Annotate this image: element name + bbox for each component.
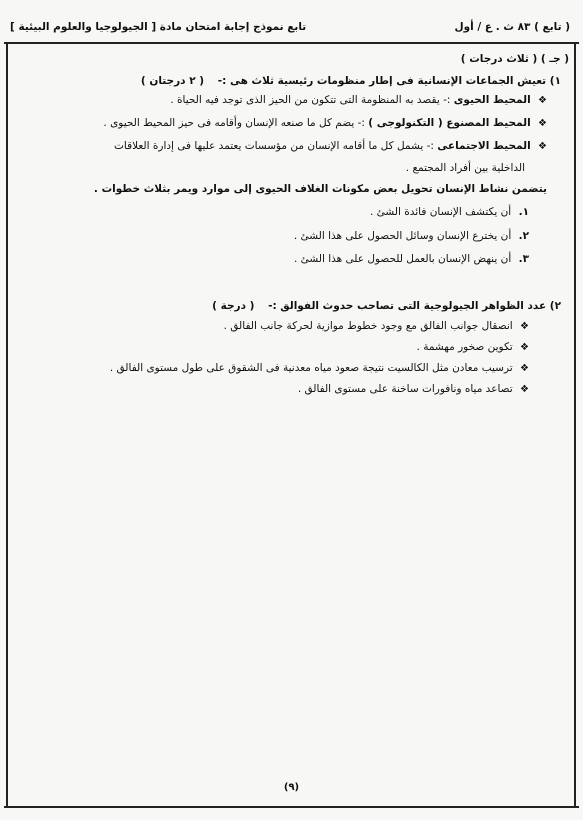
page-header (10, 18, 570, 36)
left-border (6, 42, 8, 806)
step-number: ١. (518, 206, 529, 218)
q2-item-text: تصاعد مياه ونافورات ساخنة على مستوى الفالق . (297, 383, 513, 395)
q1-step (24, 254, 529, 265)
page-number: (٩) (283, 782, 300, 793)
question-1-heading (24, 76, 561, 87)
bullet-icon: ❖ (520, 342, 529, 353)
q1-item (24, 95, 547, 106)
q2-item (24, 342, 529, 353)
question-2-marks: ( درجة ) (212, 299, 255, 312)
step-number: ٢. (518, 229, 529, 242)
q1-item (24, 118, 547, 129)
q1-item-term: المحيط المصنوع ( التكنولوجى ) (368, 117, 531, 129)
question-2-title: ٢) عدد الظواهر الجيولوجية التى تصاحب حدوث الفوالق :- (268, 299, 561, 312)
question-2-heading (24, 301, 561, 312)
q2-item-text: تكوين صخور مهشمة . (416, 341, 513, 353)
q2-item (24, 321, 529, 332)
bullet-icon: ❖ (538, 118, 547, 129)
q2-item-text: ترسيب معادن مثل الكالسيت نتيجة صعود مياه معدنية فى الشقوق على طول مستوى الفالق . (109, 362, 513, 374)
bullet-icon: ❖ (520, 384, 529, 395)
q2-item (24, 363, 529, 374)
step-text: أن يكتشف الإنسان فائدة الشئ . (369, 206, 512, 218)
q1-item-text: :- يضم كل ما صنعه الإنسان وأقامه فى حيز المحيط الحيوى . (103, 117, 365, 129)
exam-code: ( تابع ) ٨٣ ث . ع / أول (454, 21, 570, 33)
answer-content (24, 52, 569, 395)
bullet-icon: ❖ (520, 321, 529, 332)
question-1-marks: ( ٢ درجتان ) (140, 74, 205, 87)
q1-item-term: المحيط الحيوى (453, 94, 531, 106)
step-text: أن ينهض الإنسان بالعمل للحصول على هذا الشئ . (293, 253, 512, 265)
q1-item-text: :- يقصد به المنظومة التى تتكون من الحيز الذى توجد فيه الحياة . (170, 94, 451, 106)
right-border (574, 42, 576, 806)
q1-item-text: الداخلية بين أفراد المجتمع . (405, 162, 525, 174)
footer-divider (4, 806, 579, 808)
section-c-label: ( جـ ) ( ثلاث درجات ) (460, 53, 569, 65)
exam-title: تابع نموذج إجابة امتحان مادة [ الجيولوجيا والعلوم البيئية ] (10, 21, 307, 33)
step-number: ٣. (518, 253, 529, 265)
q2-item-text: انصقال جوانب الفالق مع وجود خطوط موازية لحركة جانب الفالق . (223, 320, 513, 332)
question-1-title: ١) تعيش الجماعات الإنسانية فى إطار منظومات رئيسية ثلاث هى :- (217, 74, 561, 87)
q2-item (24, 384, 529, 395)
bullet-icon: ❖ (538, 141, 547, 152)
q1-item (24, 141, 547, 152)
header-divider (4, 42, 579, 44)
bullet-icon: ❖ (538, 95, 547, 106)
q1-step (24, 231, 529, 242)
q1-item-continuation (24, 163, 525, 174)
bullet-icon: ❖ (520, 363, 529, 374)
step-text: أن يخترع الإنسان وسائل الحصول على هذا الشئ . (293, 229, 512, 242)
q1-subtitle: يتضمن نشاط الإنسان تحويل بعض مكونات الغلاف الحيوى إلى موارد ويمر بثلاث خطوات . (93, 182, 547, 195)
q1-step (24, 207, 529, 218)
q1-item-term: المحيط الاجتماعى (437, 140, 531, 152)
q1-item-text: :- يشمل كل ما أقامه الإنسان من مؤسسات يعتمد عليها فى إدارة العلاقات (113, 140, 434, 152)
